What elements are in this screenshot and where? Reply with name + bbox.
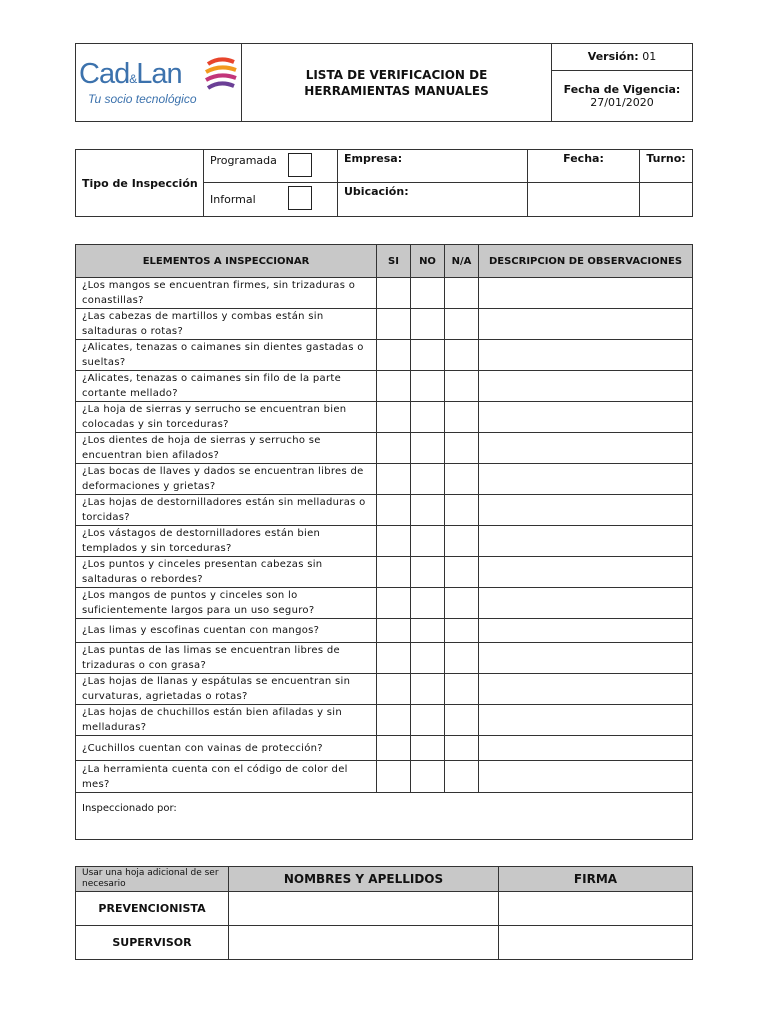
company-field[interactable]: Empresa:: [338, 150, 528, 183]
checklist-question: ¿Los puntos y cinceles presentan cabezas sin saltaduras o rebordes?: [76, 557, 377, 588]
checklist-observations-cell[interactable]: [479, 557, 693, 588]
additional-sheet-note: Usar una hoja adicional de ser necesario: [76, 867, 229, 892]
checklist-no-cell[interactable]: [411, 557, 445, 588]
prevencionista-name-field[interactable]: [229, 892, 499, 926]
checklist-na-cell[interactable]: [445, 340, 479, 371]
checklist-row: [76, 278, 693, 309]
col-header-na: N/A: [445, 245, 479, 278]
checklist-na-cell[interactable]: [445, 309, 479, 340]
checklist-si-cell[interactable]: [377, 464, 411, 495]
checklist-row: [76, 495, 693, 526]
checklist-si-cell[interactable]: [377, 495, 411, 526]
checklist-na-cell[interactable]: [445, 402, 479, 433]
inspection-info-table: [75, 149, 693, 217]
checklist-question: ¿Las bocas de llaves y dados se encuentran libres de deformaciones y grietas?: [76, 464, 377, 495]
checklist-na-cell[interactable]: [445, 278, 479, 309]
checklist-observations-cell[interactable]: [479, 736, 693, 761]
validity-date-cell: Fecha de Vigencia: 27/01/2020: [552, 70, 693, 121]
role-prevencionista: PREVENCIONISTA: [76, 892, 229, 926]
checklist-row: [76, 402, 693, 433]
checklist-no-cell[interactable]: [411, 526, 445, 557]
checklist-na-cell[interactable]: [445, 526, 479, 557]
checklist-row: [76, 309, 693, 340]
checklist-question: ¿Las cabezas de martillos y combas están sin saltaduras o rotas?: [76, 309, 377, 340]
checklist-row: [76, 674, 693, 705]
checklist-no-cell[interactable]: [411, 402, 445, 433]
checklist-row: [76, 619, 693, 643]
checklist-observations-cell[interactable]: [479, 526, 693, 557]
checklist-na-cell[interactable]: [445, 557, 479, 588]
checklist-row: [76, 433, 693, 464]
col-header-si: SI: [377, 245, 411, 278]
checkbox-programmed[interactable]: [288, 153, 312, 177]
checklist-row: [76, 526, 693, 557]
checklist-si-cell[interactable]: [377, 557, 411, 588]
checklist-question: ¿Cuchillos cuentan con vainas de protección?: [76, 736, 377, 761]
checklist-si-cell[interactable]: [377, 588, 411, 619]
checklist-na-cell[interactable]: [445, 495, 479, 526]
checklist-row: [76, 588, 693, 619]
col-header-observations: DESCRIPCION DE OBSERVACIONES: [479, 245, 693, 278]
checklist-question: ¿La hoja de sierras y serrucho se encuentran bien colocadas y sin torceduras?: [76, 402, 377, 433]
checklist-na-cell[interactable]: [445, 588, 479, 619]
checklist-si-cell[interactable]: [377, 371, 411, 402]
checklist-si-cell[interactable]: [377, 761, 411, 793]
checklist-no-cell[interactable]: [411, 495, 445, 526]
checklist-na-cell[interactable]: [445, 761, 479, 793]
checklist-na-cell[interactable]: [445, 736, 479, 761]
logo-swirl-icon: [204, 56, 238, 96]
location-field[interactable]: Ubicación:: [338, 183, 528, 217]
checklist-question: ¿Las hojas de chuchillos están bien afiladas y sin melladuras?: [76, 705, 377, 736]
checklist-body: [76, 278, 693, 793]
checklist-no-cell[interactable]: [411, 619, 445, 643]
checklist-observations-cell[interactable]: [479, 674, 693, 705]
checklist-row: [76, 705, 693, 736]
checklist-no-cell[interactable]: [411, 371, 445, 402]
shift-value-cell[interactable]: [640, 183, 693, 217]
shift-field[interactable]: Turno:: [640, 150, 693, 183]
checklist-no-cell[interactable]: [411, 736, 445, 761]
checklist-na-cell[interactable]: [445, 705, 479, 736]
checklist-question: ¿Alicates, tenazas o caimanes sin dientes gastadas o sueltas?: [76, 340, 377, 371]
checklist-no-cell[interactable]: [411, 278, 445, 309]
checklist-row: [76, 340, 693, 371]
checklist-si-cell[interactable]: [377, 619, 411, 643]
checklist-observations-cell[interactable]: [479, 278, 693, 309]
checklist-observations-cell[interactable]: [479, 588, 693, 619]
checklist-row: [76, 464, 693, 495]
company-logo: Cad&Lan Tu socio tecnológico: [76, 44, 241, 121]
checklist-row: [76, 557, 693, 588]
version-cell: Versión: 01: [552, 44, 693, 71]
checklist-observations-cell[interactable]: [479, 643, 693, 674]
role-supervisor: SUPERVISOR: [76, 926, 229, 960]
document-title: LISTA DE VERIFICACION DE HERRAMIENTAS MANUALES: [242, 44, 552, 122]
checklist-row: [76, 761, 693, 793]
supervisor-name-field[interactable]: [229, 926, 499, 960]
checklist-observations-cell[interactable]: [479, 340, 693, 371]
prevencionista-signature-field[interactable]: [499, 892, 693, 926]
checklist-si-cell[interactable]: [377, 674, 411, 705]
checklist-observations-cell[interactable]: [479, 495, 693, 526]
checklist-na-cell[interactable]: [445, 674, 479, 705]
checklist-observations-cell[interactable]: [479, 705, 693, 736]
option-programmed[interactable]: Programada: [204, 150, 338, 183]
checklist-observations-cell[interactable]: [479, 433, 693, 464]
checklist-no-cell[interactable]: [411, 340, 445, 371]
checklist-row: [76, 643, 693, 674]
checklist-si-cell[interactable]: [377, 309, 411, 340]
checklist-si-cell[interactable]: [377, 433, 411, 464]
checklist-question: ¿Los mangos de puntos y cinceles son lo suficientemente largos para un uso seguro?: [76, 588, 377, 619]
checklist-observations-cell[interactable]: [479, 464, 693, 495]
checklist-si-cell[interactable]: [377, 340, 411, 371]
checklist-na-cell[interactable]: [445, 619, 479, 643]
checklist-na-cell[interactable]: [445, 643, 479, 674]
col-header-no: NO: [411, 245, 445, 278]
checklist-observations-cell[interactable]: [479, 619, 693, 643]
option-informal[interactable]: Informal: [204, 183, 338, 217]
logo-cell: [76, 44, 242, 122]
date-value-cell[interactable]: [528, 183, 640, 217]
checklist-question: ¿Alicates, tenazas o caimanes sin filo de la parte cortante mellado?: [76, 371, 377, 402]
inspection-type-label: Tipo de Inspección: [76, 150, 204, 217]
checklist-si-cell[interactable]: [377, 402, 411, 433]
checklist-na-cell[interactable]: [445, 371, 479, 402]
names-header: NOMBRES Y APELLIDOS: [229, 867, 499, 892]
inspected-by-field[interactable]: Inspeccionado por:: [76, 793, 693, 840]
checklist-observations-cell[interactable]: [479, 402, 693, 433]
checklist-no-cell[interactable]: [411, 761, 445, 793]
checklist-na-cell[interactable]: [445, 464, 479, 495]
checklist-question: ¿Las hojas de destornilladores están sin melladuras o torcidas?: [76, 495, 377, 526]
checklist-question: ¿La herramienta cuenta con el código de color del mes?: [76, 761, 377, 793]
signature-table: [75, 866, 693, 960]
document-header: [75, 43, 693, 122]
checklist-question: ¿Los vástagos de destornilladores están bien templados y sin torceduras?: [76, 526, 377, 557]
date-field[interactable]: Fecha:: [528, 150, 640, 183]
checklist-question: ¿Los dientes de hoja de sierras y serrucho se encuentran bien afilados?: [76, 433, 377, 464]
checklist-no-cell[interactable]: [411, 705, 445, 736]
checklist-observations-cell[interactable]: [479, 309, 693, 340]
checklist-no-cell[interactable]: [411, 309, 445, 340]
checkbox-informal[interactable]: [288, 186, 312, 210]
checklist-question: ¿Las limas y escofinas cuentan con mangos?: [76, 619, 377, 643]
signature-header: FIRMA: [499, 867, 693, 892]
checklist-si-cell[interactable]: [377, 705, 411, 736]
checklist-row: [76, 371, 693, 402]
checklist-no-cell[interactable]: [411, 674, 445, 705]
checklist-table: [75, 244, 693, 840]
col-header-elements: ELEMENTOS A INSPECCIONAR: [76, 245, 377, 278]
checklist-row: [76, 736, 693, 761]
checklist-no-cell[interactable]: [411, 643, 445, 674]
checklist-si-cell[interactable]: [377, 278, 411, 309]
checklist-si-cell[interactable]: [377, 643, 411, 674]
checklist-observations-cell[interactable]: [479, 371, 693, 402]
checklist-no-cell[interactable]: [411, 464, 445, 495]
checklist-observations-cell[interactable]: [479, 761, 693, 793]
supervisor-signature-field[interactable]: [499, 926, 693, 960]
checklist-no-cell[interactable]: [411, 433, 445, 464]
checklist-question: ¿Los mangos se encuentran firmes, sin trizaduras o conastillas?: [76, 278, 377, 309]
checklist-question: ¿Las hojas de llanas y espátulas se encuentran sin curvaturas, agrietadas o rotas?: [76, 674, 377, 705]
checklist-si-cell[interactable]: [377, 526, 411, 557]
checklist-si-cell[interactable]: [377, 736, 411, 761]
checklist-na-cell[interactable]: [445, 433, 479, 464]
checklist-no-cell[interactable]: [411, 588, 445, 619]
checklist-question: ¿Las puntas de las limas se encuentran libres de trizaduras o con grasa?: [76, 643, 377, 674]
